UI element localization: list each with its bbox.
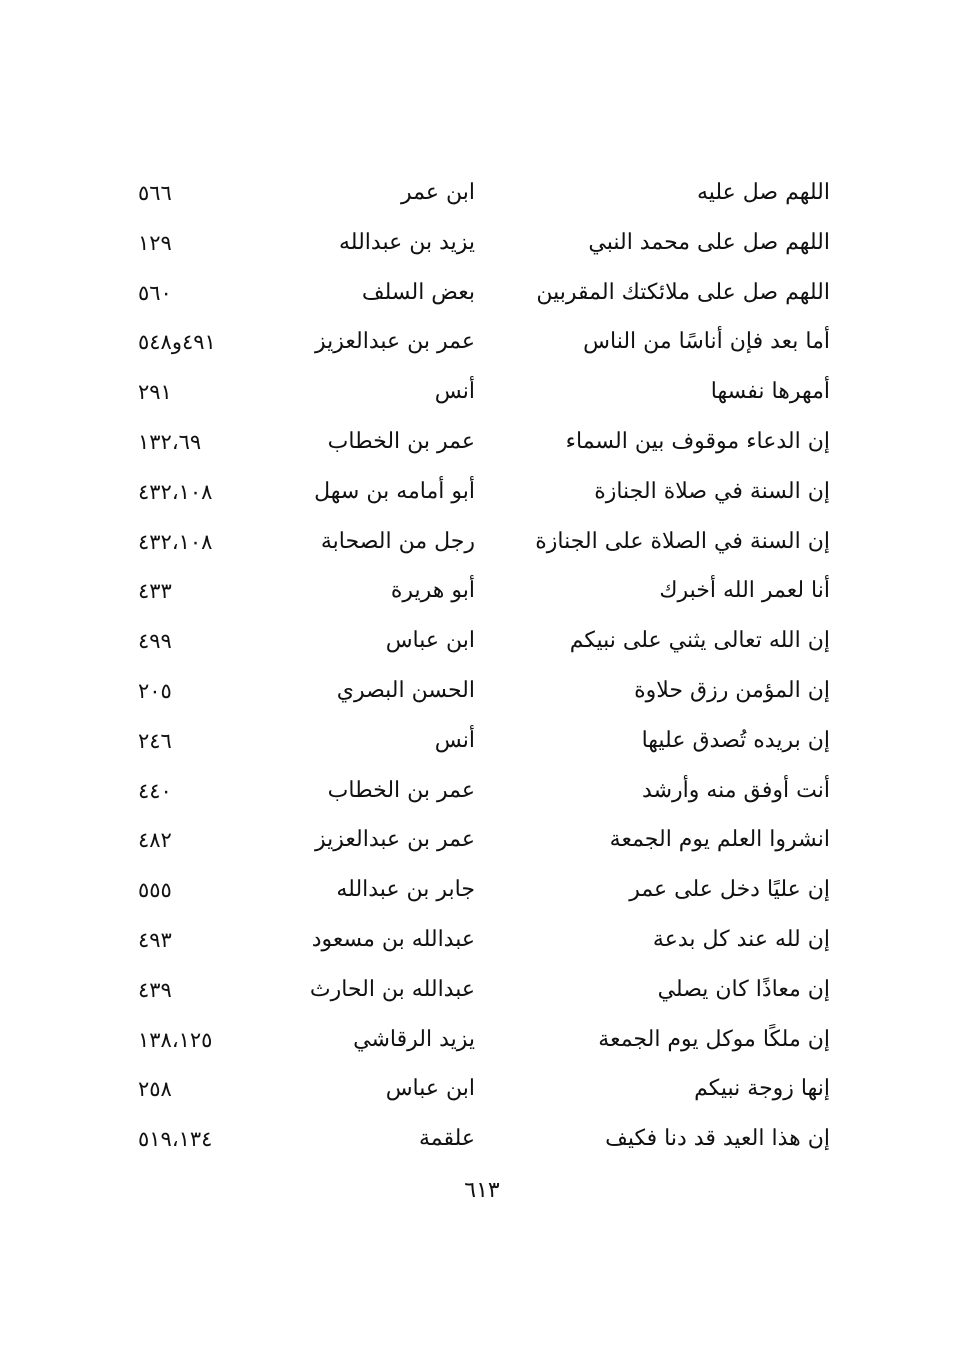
index-row <box>130 865 830 915</box>
narrator-name: يزيد بن عبدالله <box>339 229 475 255</box>
narrator-name: يزيد الرقاشي <box>353 1026 475 1052</box>
page-references: ٥٥٥ <box>138 878 172 903</box>
index-row <box>130 1114 830 1164</box>
index-row <box>130 616 830 666</box>
athar-phrase: إنها زوجة نبيكم <box>694 1076 830 1102</box>
index-row <box>130 716 830 766</box>
index-row <box>130 566 830 616</box>
index-row <box>130 815 830 865</box>
index-row <box>130 965 830 1015</box>
athar-phrase: إن هذا العيد قد دنا فكيف <box>605 1126 830 1152</box>
athar-phrase: إن المؤمن رزق حلاوة <box>634 677 830 703</box>
narrator-name: بعض السلف <box>361 279 475 305</box>
page-references: ٤٣٣ <box>138 579 172 604</box>
page-references: ١٣٨،١٢٥ <box>138 1027 213 1052</box>
narrator-name: أنس <box>434 727 475 753</box>
index-row <box>130 1015 830 1065</box>
page-references: ١٢٩ <box>138 230 172 255</box>
page-references: ٥٦٠ <box>138 280 172 305</box>
index-row <box>130 317 830 367</box>
index-row <box>130 666 830 716</box>
narrator-name: ابن عباس <box>385 628 475 654</box>
page-references: ٢٥٨ <box>138 1077 172 1102</box>
page-references: ٤٣٢،١٠٨ <box>138 479 213 504</box>
narrator-name: عمر بن الخطاب <box>327 777 475 803</box>
narrator-name: عمر بن الخطاب <box>327 428 475 454</box>
athar-phrase: أنت أوفق منه وأرشد <box>642 777 830 803</box>
narrator-name: أبو أمامه بن سهل <box>314 478 475 504</box>
athar-phrase: إن الدعاء موقوف بين السماء <box>565 428 830 454</box>
narrator-name: رجل من الصحابة <box>320 528 475 554</box>
page-references: ٤٩١و٥٤٨ <box>138 330 216 355</box>
page-references: ٤٤٠ <box>138 778 172 803</box>
page-references: ٥٦٦ <box>138 181 172 205</box>
athar-phrase: اللهم صل على ملائكتك المقربين <box>536 279 830 305</box>
page-references: ٤٣٩ <box>138 977 172 1002</box>
narrator-name: جابر بن عبدالله <box>336 877 475 903</box>
index-row <box>130 367 830 417</box>
narrator-name: أنس <box>434 379 475 405</box>
index-row <box>130 168 830 218</box>
athar-phrase: إن السنة في الصلاة على الجنازة <box>535 528 830 554</box>
index-row <box>130 766 830 816</box>
narrator-name: عمر بن عبدالعزيز <box>315 827 475 853</box>
athar-index-table <box>130 168 830 1164</box>
athar-phrase: إن عليًا دخل على عمر <box>629 877 830 903</box>
page-number: ٦١٣ <box>464 1178 500 1203</box>
page-references: ٢٤٦ <box>138 728 172 753</box>
index-row <box>130 417 830 467</box>
index-row <box>130 517 830 567</box>
athar-phrase: إن السنة في صلاة الجنازة <box>594 478 830 504</box>
narrator-name: عبدالله بن الحارث <box>309 976 475 1002</box>
athar-phrase: إن الله تعالى يثني على نبيكم <box>569 628 830 654</box>
athar-phrase: إن بريده تُصدق عليها <box>641 727 830 753</box>
index-row <box>130 218 830 268</box>
athar-phrase: اللهم صل على محمد النبي <box>588 229 830 255</box>
athar-phrase: إن معاذًا كان يصلي <box>657 976 830 1002</box>
index-row <box>130 467 830 517</box>
index-row <box>130 268 830 318</box>
athar-phrase: أمهرها نفسها <box>710 379 830 405</box>
athar-phrase: اللهم صل عليه <box>696 180 830 205</box>
page-references: ٢٠٥ <box>138 678 172 703</box>
athar-phrase: إن ملكًا موكل يوم الجمعة <box>598 1026 830 1052</box>
athar-phrase: انشروا العلم يوم الجمعة <box>609 827 830 853</box>
page-references: ٥١٩،١٣٤ <box>138 1127 213 1152</box>
athar-phrase: إن لله عند كل بدعة <box>652 926 830 952</box>
page-references: ٤٩٩ <box>138 629 172 654</box>
narrator-name: عبدالله بن مسعود <box>311 926 475 952</box>
narrator-name: علقمة <box>418 1126 475 1152</box>
page-references: ٢٩١ <box>138 380 172 405</box>
narrator-name: عمر بن عبدالعزيز <box>315 329 475 355</box>
page-references: ١٣٢،٦٩ <box>138 429 202 454</box>
narrator-name: أبو هريرة <box>390 578 475 604</box>
page-references: ٤٣٢،١٠٨ <box>138 529 213 554</box>
narrator-name: ابن عباس <box>385 1076 475 1102</box>
athar-phrase: أما بعد فإن أناسًا من الناس <box>583 329 830 355</box>
athar-phrase: أنا لعمر الله أخبرك <box>659 578 830 604</box>
index-row <box>130 1064 830 1114</box>
page-references: ٤٩٣ <box>138 927 172 952</box>
page-references: ٤٨٢ <box>138 828 172 853</box>
narrator-name: الحسن البصري <box>336 677 475 703</box>
index-row <box>130 915 830 965</box>
narrator-name: ابن عمر <box>401 180 475 205</box>
